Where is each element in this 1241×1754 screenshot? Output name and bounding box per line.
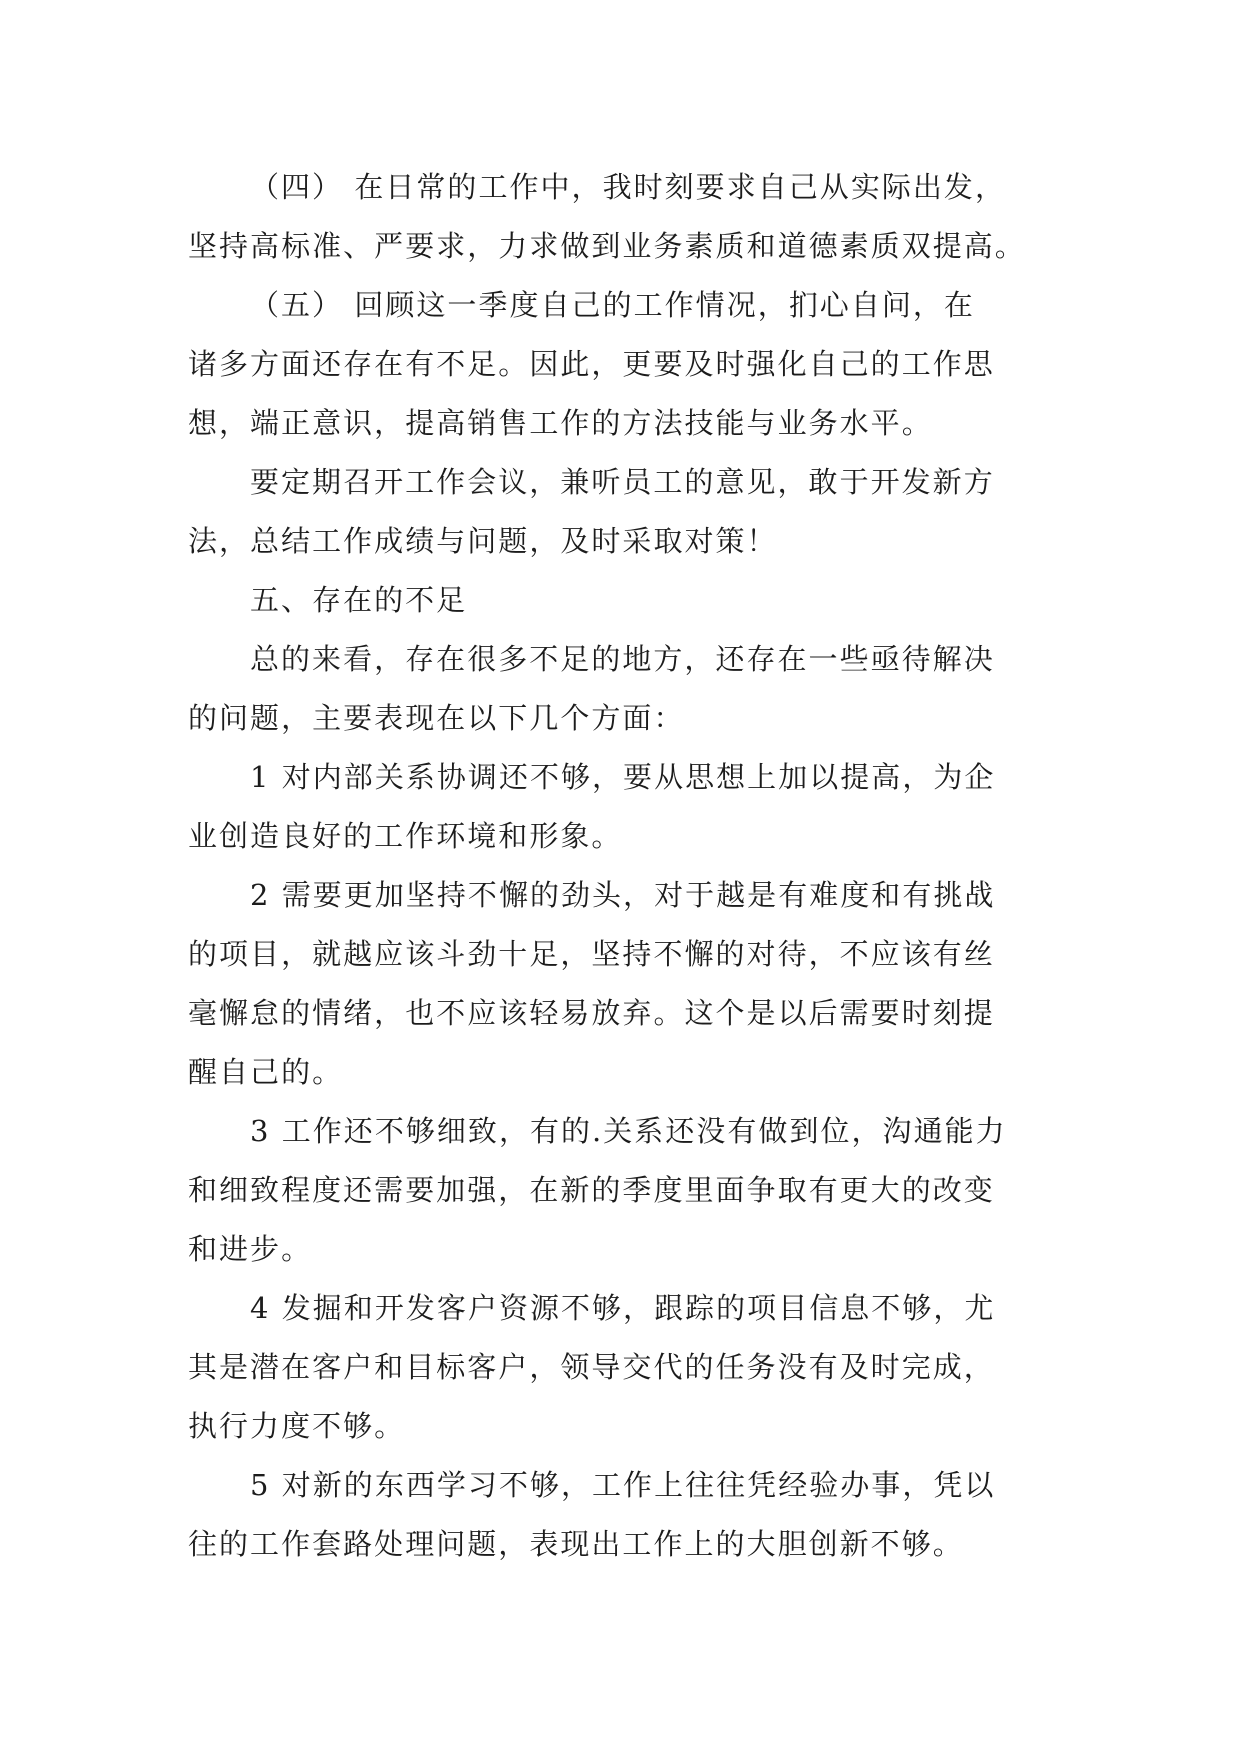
paragraph-line: 诸多方面还存在有不足。因此，更要及时强化自己的工作思 — [188, 347, 995, 381]
list-item-1 — [188, 748, 1088, 866]
paragraph-line: 业创造良好的工作环境和形象。 — [188, 819, 623, 853]
section-heading-text: 五、存在的不足 — [250, 583, 468, 617]
list-item-4 — [188, 1279, 1088, 1456]
paragraph-line: 5 对新的东西学习不够，工作上往往凭经验办事，凭以 — [250, 1468, 996, 1502]
paragraph-line: 毫懈怠的情绪，也不应该轻易放弃。这个是以后需要时刻提 — [188, 996, 995, 1030]
paragraph-five — [188, 276, 1088, 453]
paragraph-line: 醒自己的。 — [188, 1055, 344, 1089]
paragraph-summary — [188, 630, 1088, 748]
paragraph-line: 要定期召开工作会议，兼听员工的意见，敢于开发新方 — [250, 465, 995, 499]
section-heading — [188, 571, 1088, 630]
paragraph-line: （四） 在日常的工作中，我时刻要求自己从实际出发， — [250, 170, 1006, 204]
list-item-2 — [188, 866, 1088, 1102]
list-item-5 — [188, 1456, 1088, 1574]
paragraph-line: 的问题，主要表现在以下几个方面： — [188, 701, 685, 735]
document-body — [188, 158, 1088, 1574]
paragraph-line: 往的工作套路处理问题，表现出工作上的大胆创新不够。 — [188, 1527, 964, 1561]
paragraph-line: （五） 回顾这一季度自己的工作情况，扪心自问，在 — [250, 288, 975, 322]
paragraph-line: 4 发掘和开发客户资源不够，跟踪的项目信息不够，尤 — [250, 1291, 996, 1325]
paragraph-line: 和进步。 — [188, 1232, 313, 1266]
paragraph-line: 其是潜在客户和目标客户，领导交代的任务没有及时完成， — [188, 1350, 995, 1384]
paragraph-line: 1 对内部关系协调还不够，要从思想上加以提高，为企 — [250, 760, 996, 794]
paragraph-line: 总的来看，存在很多不足的地方，还存在一些亟待解决 — [250, 642, 995, 676]
paragraph-four — [188, 158, 1088, 276]
paragraph-line: 3 工作还不够细致，有的.关系还没有做到位，沟通能力 — [250, 1114, 1007, 1148]
paragraph-line: 2 需要更加坚持不懈的劲头，对于越是有难度和有挑战 — [250, 878, 996, 912]
paragraph-meeting — [188, 453, 1088, 571]
paragraph-line: 的项目，就越应该斗劲十足，坚持不懈的对待，不应该有丝 — [188, 937, 995, 971]
paragraph-line: 坚持高标准、严要求，力求做到业务素质和道德素质双提高。 — [188, 229, 1026, 263]
paragraph-line: 法，总结工作成绩与问题，及时采取对策！ — [188, 524, 778, 558]
paragraph-line: 执行力度不够。 — [188, 1409, 406, 1443]
paragraph-line: 想，端正意识，提高销售工作的方法技能与业务水平。 — [188, 406, 933, 440]
list-item-3 — [188, 1102, 1088, 1279]
paragraph-line: 和细致程度还需要加强，在新的季度里面争取有更大的改变 — [188, 1173, 995, 1207]
